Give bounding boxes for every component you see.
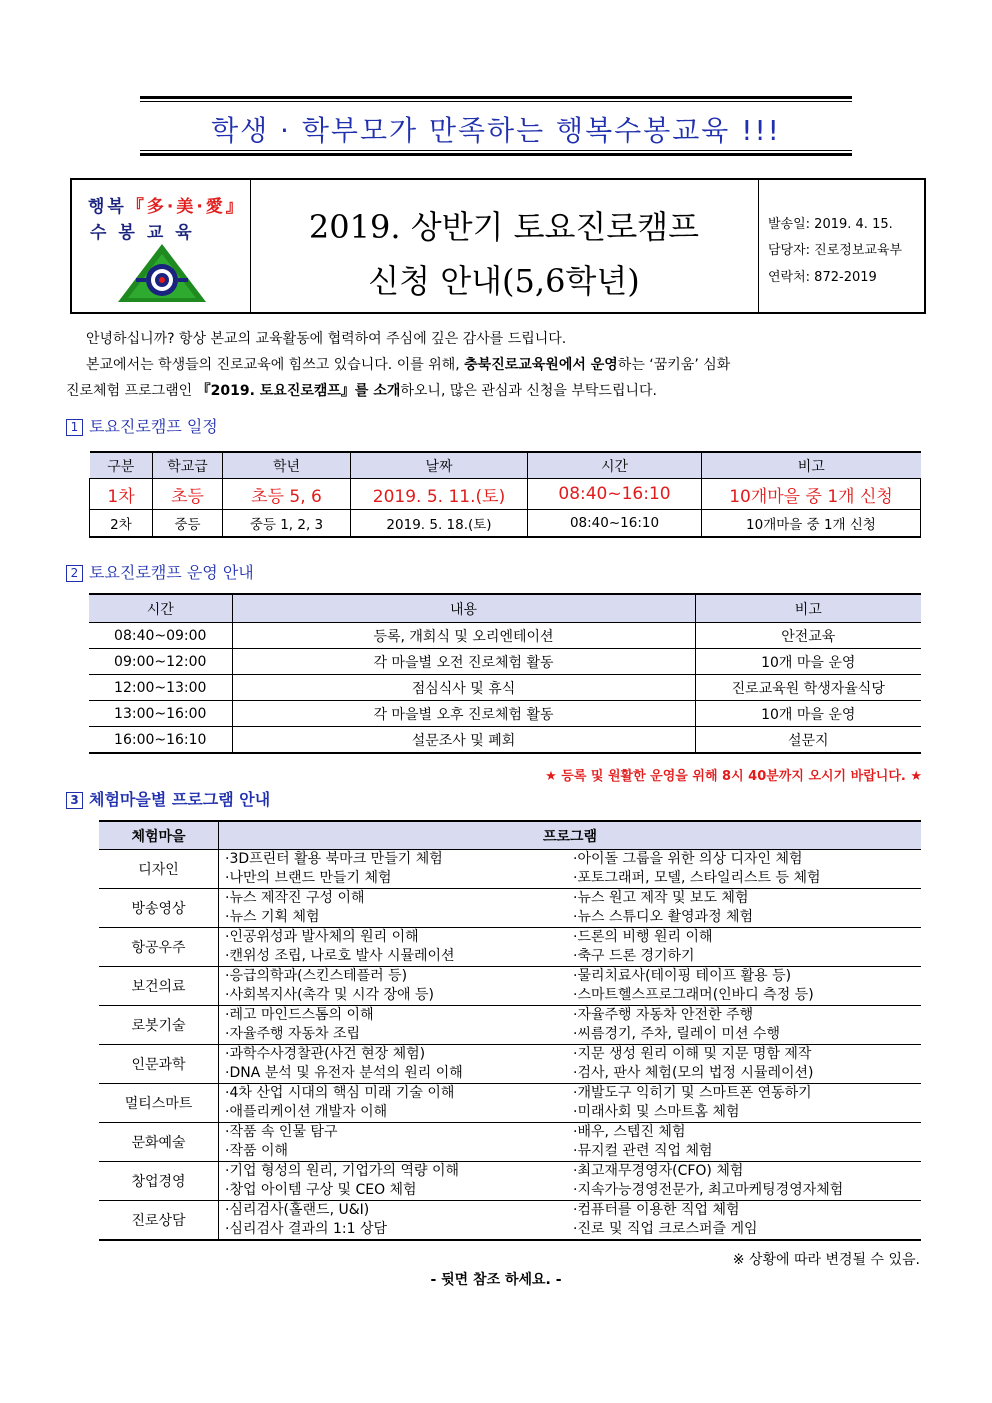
title-line-1: 2019. 상반기 토요진로캠프 <box>308 208 700 246</box>
village-name: 방송영상 <box>99 889 219 928</box>
program-item: ·뉴스 원고 제작 및 보도 체험 <box>573 890 749 906</box>
program-item: ·기업 형성의 원리, 기업가의 역량 이해 <box>225 1163 460 1179</box>
program-list <box>219 1045 922 1084</box>
table-row: 09:00~12:00 각 마을별 오전 진로체험 활동 10개 마을 운영 <box>89 649 921 675</box>
program-item: ·자율주행 자동차 안전한 주행 <box>573 1007 754 1023</box>
program-item: ·심리검사 결과의 1:1 상담 <box>225 1221 388 1237</box>
table-header-row: 시간 내용 비고 <box>89 594 921 623</box>
table-row <box>99 1201 921 1241</box>
program-table <box>99 820 921 1241</box>
program-list <box>219 850 922 889</box>
program-item: ·창업 아이템 구상 및 CEO 체험 <box>225 1182 417 1198</box>
program-list <box>219 967 922 1006</box>
village-name: 창업경영 <box>99 1162 219 1201</box>
village-name: 멀티스마트 <box>99 1084 219 1123</box>
table-row <box>99 928 921 967</box>
program-item: ·작품 속 인물 탐구 <box>225 1124 338 1140</box>
school-emblem-icon <box>116 242 208 308</box>
table-row: 2차 중등 중등 1, 2, 3 2019. 5. 18.(토) 08:40~16:10 10개마을 중 1개 신청 <box>90 510 921 538</box>
program-item: ·컴퓨터를 이용한 직업 체험 <box>573 1202 740 1218</box>
program-item: ·드론의 비행 원리 이해 <box>573 929 713 945</box>
manager: 담당자: 진로정보교육부 <box>768 243 903 258</box>
table-row <box>99 1162 921 1201</box>
program-item: ·축구 드론 경기하기 <box>573 948 695 964</box>
program-item: ·인공위성과 발사체의 원리 이해 <box>225 929 419 945</box>
program-item: ·뉴스 제작진 구성 이해 <box>225 890 365 906</box>
intro-line-1: 안녕하십니까? 항상 본교의 교육활동에 협력하여 주심에 깊은 감사를 드립니다. <box>86 331 567 347</box>
village-name: 보건의료 <box>99 967 219 1006</box>
table-row <box>99 1123 921 1162</box>
program-item: ·캔위성 조립, 나로호 발사 시뮬레이션 <box>225 948 455 964</box>
program-item: ·뉴스 기획 체험 <box>225 909 320 925</box>
send-date: 발송일: 2019. 4. 15. <box>768 217 893 232</box>
footer-note: - 뒷면 참조 하세요. - <box>430 1272 562 1288</box>
document-title <box>250 180 759 312</box>
table-row <box>99 1006 921 1045</box>
program-list <box>219 1123 922 1162</box>
program-item: ·뮤지컬 관련 직업 체험 <box>573 1143 713 1159</box>
title-line-2: 신청 안내(5,6학년) <box>368 262 640 300</box>
logo-motto: 행복『多·美·愛』 <box>88 197 246 217</box>
section-2-heading: 2 토요진로캠프 운영 안내 <box>66 560 254 583</box>
table-row: 16:00~16:10 설문조사 및 폐회 설문지 <box>89 727 921 754</box>
program-item: ·응급의학과(스킨스테플러 등) <box>225 968 408 984</box>
program-list <box>219 1006 922 1045</box>
program-item: ·작품 이해 <box>225 1143 288 1159</box>
program-item: ·3D프린터 활용 북마크 만들기 체험 <box>225 851 443 867</box>
document-info <box>759 180 924 312</box>
program-item: ·물리치료사(테이핑 테이프 활용 등) <box>573 968 792 984</box>
change-note: ※ 상황에 따라 변경될 수 있음. <box>732 1252 920 1268</box>
program-item: ·뉴스 스튜디오 촬영과정 체험 <box>573 909 754 925</box>
intro-line-3: 진로체험 프로그램인 『2019. 토요진로캠프』를 소개하오니, 많은 관심과 신청을 부탁드립니다. <box>66 383 657 399</box>
slogan-banner <box>140 96 852 156</box>
program-item: ·DNA 분석 및 유전자 분석의 원리 이해 <box>225 1065 463 1081</box>
table-row <box>99 1045 921 1084</box>
program-list <box>219 1084 922 1123</box>
program-list <box>219 1162 922 1201</box>
table-row: 12:00~13:00 점심식사 및 휴식 진로교육원 학생자율식당 <box>89 675 921 701</box>
table-row: 08:40~09:00 등록, 개회식 및 오리엔테이션 안전교육 <box>89 623 921 649</box>
logo-school-name: 수봉교육 <box>90 223 204 243</box>
program-item: ·최고재무경영자(CFO) 체험 <box>573 1163 744 1179</box>
village-name: 디자인 <box>99 850 219 889</box>
arrival-note: ★ 등록 및 원활한 운영을 위해 8시 40분까지 오시기 바랍니다. ★ <box>545 769 922 784</box>
village-name: 인문과학 <box>99 1045 219 1084</box>
program-item: ·애플리케이션 개발자 이해 <box>225 1104 388 1120</box>
school-logo <box>72 180 251 312</box>
operation-table <box>89 593 921 754</box>
table-header-row: 체험마을 프로그램 <box>99 821 921 850</box>
program-item: ·아이돌 그룹을 위한 의상 디자인 체험 <box>573 851 803 867</box>
table-row <box>99 967 921 1006</box>
program-item: ·씨름경기, 주차, 릴레이 미션 수행 <box>573 1026 780 1042</box>
table-row <box>99 850 921 889</box>
village-name: 로봇기술 <box>99 1006 219 1045</box>
program-item: ·포토그래퍼, 모델, 스타일리스트 등 체험 <box>573 870 821 886</box>
program-item: ·과학수사경찰관(사건 현장 체험) <box>225 1046 426 1062</box>
village-name: 문화예술 <box>99 1123 219 1162</box>
program-item: ·미래사회 및 스마트홈 체험 <box>573 1104 740 1120</box>
program-item: ·사회복지사(촉각 및 시각 장애 등) <box>225 987 434 1003</box>
table-row: 13:00~16:00 각 마을별 오후 진로체험 활동 10개 마을 운영 <box>89 701 921 727</box>
program-item: ·지속가능경영전문가, 최고마케팅경영자체험 <box>573 1182 844 1198</box>
program-item: ·배우, 스텝진 체험 <box>573 1124 686 1140</box>
intro-line-2: 본교에서는 학생들의 진로교육에 힘쓰고 있습니다. 이를 위해, 충북진로교육원에서 운영하는 ‘꿈키움’ 심화 <box>86 357 731 373</box>
program-item: ·나만의 브랜드 만들기 체험 <box>225 870 392 886</box>
table-header-row: 구분 학교급 학년 날짜 시간 비고 <box>90 452 921 479</box>
program-list <box>219 928 922 967</box>
program-item: ·지문 생성 원리 이해 및 지문 명함 제작 <box>573 1046 812 1062</box>
contact: 연락처: 872-2019 <box>768 270 877 285</box>
table-row <box>99 889 921 928</box>
schedule-table <box>89 451 921 538</box>
program-list <box>219 1201 922 1241</box>
program-item: ·스마트헬스프로그래머(인바디 측정 등) <box>573 987 814 1003</box>
section-1-heading: 1 토요진로캠프 일정 <box>66 414 218 437</box>
document-header <box>70 178 926 314</box>
program-item: ·4차 산업 시대의 핵심 미래 기술 이해 <box>225 1085 455 1101</box>
table-row <box>99 1084 921 1123</box>
program-item: ·진로 및 직업 크로스퍼즐 게임 <box>573 1221 758 1237</box>
section-3-heading: 3 체험마을별 프로그램 안내 <box>66 787 270 810</box>
slogan-text: 학생 · 학부모가 만족하는 행복수봉교육 !!! <box>211 114 781 147</box>
program-item: ·검사, 판사 체험(모의 법정 시뮬레이션) <box>573 1065 814 1081</box>
program-item: ·자율주행 자동차 조립 <box>225 1026 361 1042</box>
table-row: 1차 초등 초등 5, 6 2019. 5. 11.(토) 08:40~16:10 10개마을 중 1개 신청 <box>90 479 921 510</box>
village-name: 진로상담 <box>99 1201 219 1241</box>
program-item: ·레고 마인드스톰의 이해 <box>225 1007 374 1023</box>
village-name: 항공우주 <box>99 928 219 967</box>
program-item: ·심리검사(홀랜드, U&I) <box>225 1202 370 1218</box>
program-item: ·개발도구 익히기 및 스마트폰 연동하기 <box>573 1085 812 1101</box>
program-list <box>219 889 922 928</box>
